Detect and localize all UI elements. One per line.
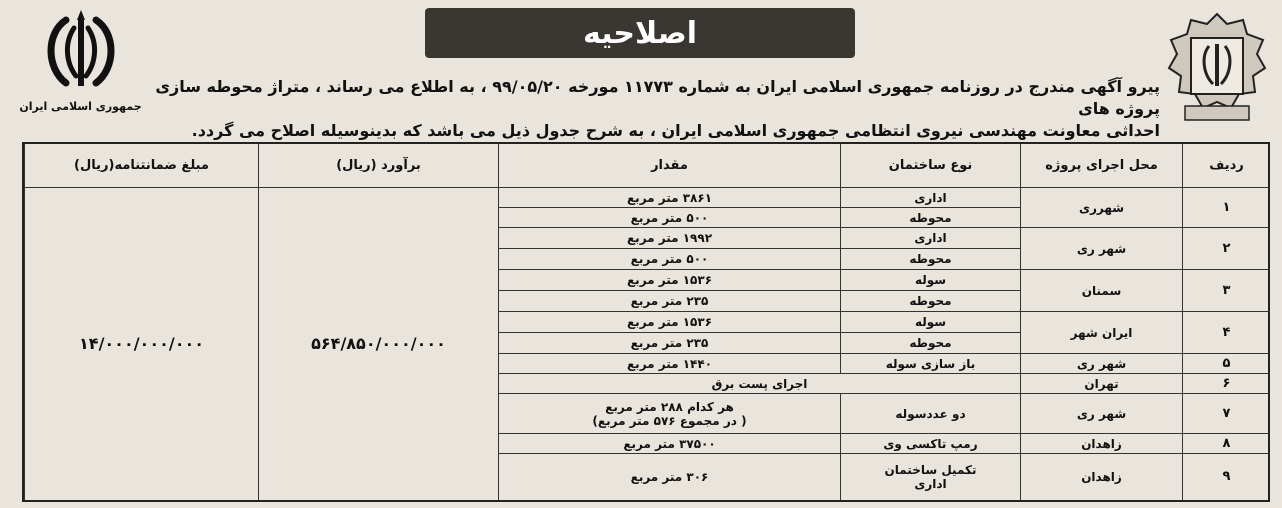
row-number: ۱: [1182, 188, 1270, 228]
building-type-cell: دو عددسوله: [840, 394, 1020, 434]
row-number: ۶: [1182, 374, 1270, 394]
row-location: شهر ری: [1020, 394, 1182, 434]
header-quantity: مقدار: [498, 144, 840, 188]
row-location: شهر ری: [1020, 354, 1182, 374]
iran-emblem: [18, 8, 143, 128]
row-number: ۴: [1182, 312, 1270, 354]
guarantee-value: ۱۴/۰۰۰/۰۰۰/۰۰۰: [24, 188, 258, 500]
building-type-cell: محوطه: [840, 208, 1020, 228]
iran-emblem-icon: [36, 8, 126, 98]
row-location: سمنان: [1020, 270, 1182, 312]
intro-text: [150, 76, 1160, 142]
building-type-cell: محوطه: [840, 333, 1020, 354]
row-location: ایران شهر: [1020, 312, 1182, 354]
quantity-cell: ۳۰۶ متر مربع: [498, 454, 840, 500]
building-type-cell: سوله: [840, 270, 1020, 291]
quantity-cell: ۳۷۵۰۰ متر مربع: [498, 434, 840, 454]
row-number: ۳: [1182, 270, 1270, 312]
row-location: شهر ری: [1020, 228, 1182, 270]
row-number: ۵: [1182, 354, 1270, 374]
building-type-cell: سوله: [840, 312, 1020, 333]
quantity-line: ( در مجموع ۵۷۶ متر مربع): [592, 413, 747, 428]
row-number: ۷: [1182, 394, 1270, 434]
quantity-line: هر کدام ۲۸۸ متر مربع: [605, 399, 734, 414]
building-type-cell: اداری: [840, 228, 1020, 249]
quantity-cell: ۱۹۹۲ متر مربع: [498, 228, 840, 249]
quantity-cell: ۲۳۵ متر مربع: [498, 291, 840, 312]
emblem-caption: جمهوری اسلامی ایران: [19, 100, 142, 113]
quantity-cell: ۳۸۶۱ متر مربع: [498, 188, 840, 208]
quantity-cell: ۵۰۰ متر مربع: [498, 208, 840, 228]
intro-line: احداثی معاونت مهندسی نیروی انتظامی جمهوری اسلامی ایران ، به شرح جدول ذیل می باشد که بدینوسیله اصلاح می گردد.: [191, 121, 1160, 140]
quantity-cell: ۲۳۵ متر مربع: [498, 333, 840, 354]
header-location: محل اجرای پروژه: [1020, 144, 1182, 188]
header-building-type: نوع ساختمان: [840, 144, 1020, 188]
row-location: زاهدان: [1020, 454, 1182, 500]
header-estimate: برآورد (ریال): [258, 144, 498, 188]
estimate-value: ۵۶۴/۸۵۰/۰۰۰/۰۰۰: [258, 188, 498, 500]
quantity-cell: ۵۰۰ متر مربع: [498, 249, 840, 270]
merged-description-cell: اجرای پست برق: [498, 374, 1020, 394]
row-location: تهران: [1020, 374, 1182, 394]
building-type-cell: تکمیل ساختمان اداری: [840, 454, 1020, 500]
intro-line: پیرو آگهی مندرج در روزنامه جمهوری اسلامی ایران به شماره ۱۱۷۷۳ مورخه ۹۹/۰۵/۲۰ ، به اطلاع می رساند ، متراژ محوطه سازی پروژه های: [155, 77, 1160, 118]
building-type-cell: باز سازی سوله: [840, 354, 1020, 374]
row-location: زاهدان: [1020, 434, 1182, 454]
projects-table: [22, 142, 1270, 502]
police-badge-icon: [1165, 10, 1270, 128]
quantity-cell: ۱۵۳۶ متر مربع: [498, 312, 840, 333]
row-number: ۸: [1182, 434, 1270, 454]
quantity-cell: [498, 394, 840, 434]
page-title: اصلاحیه: [425, 8, 855, 58]
building-type-cell: اداری: [840, 188, 1020, 208]
row-number: ۲: [1182, 228, 1270, 270]
header-guarantee: مبلغ ضمانتنامه(ریال): [24, 144, 258, 188]
building-type-cell: محوطه: [840, 249, 1020, 270]
row-number: ۹: [1182, 454, 1270, 500]
building-type-cell: محوطه: [840, 291, 1020, 312]
quantity-cell: ۱۵۳۶ متر مربع: [498, 270, 840, 291]
police-badge: [1165, 10, 1270, 128]
row-location: شهرری: [1020, 188, 1182, 228]
header-row-no: ردیف: [1182, 144, 1270, 188]
building-type-cell: رمپ تاکسی وی: [840, 434, 1020, 454]
quantity-cell: ۱۴۴۰ متر مربع: [498, 354, 840, 374]
